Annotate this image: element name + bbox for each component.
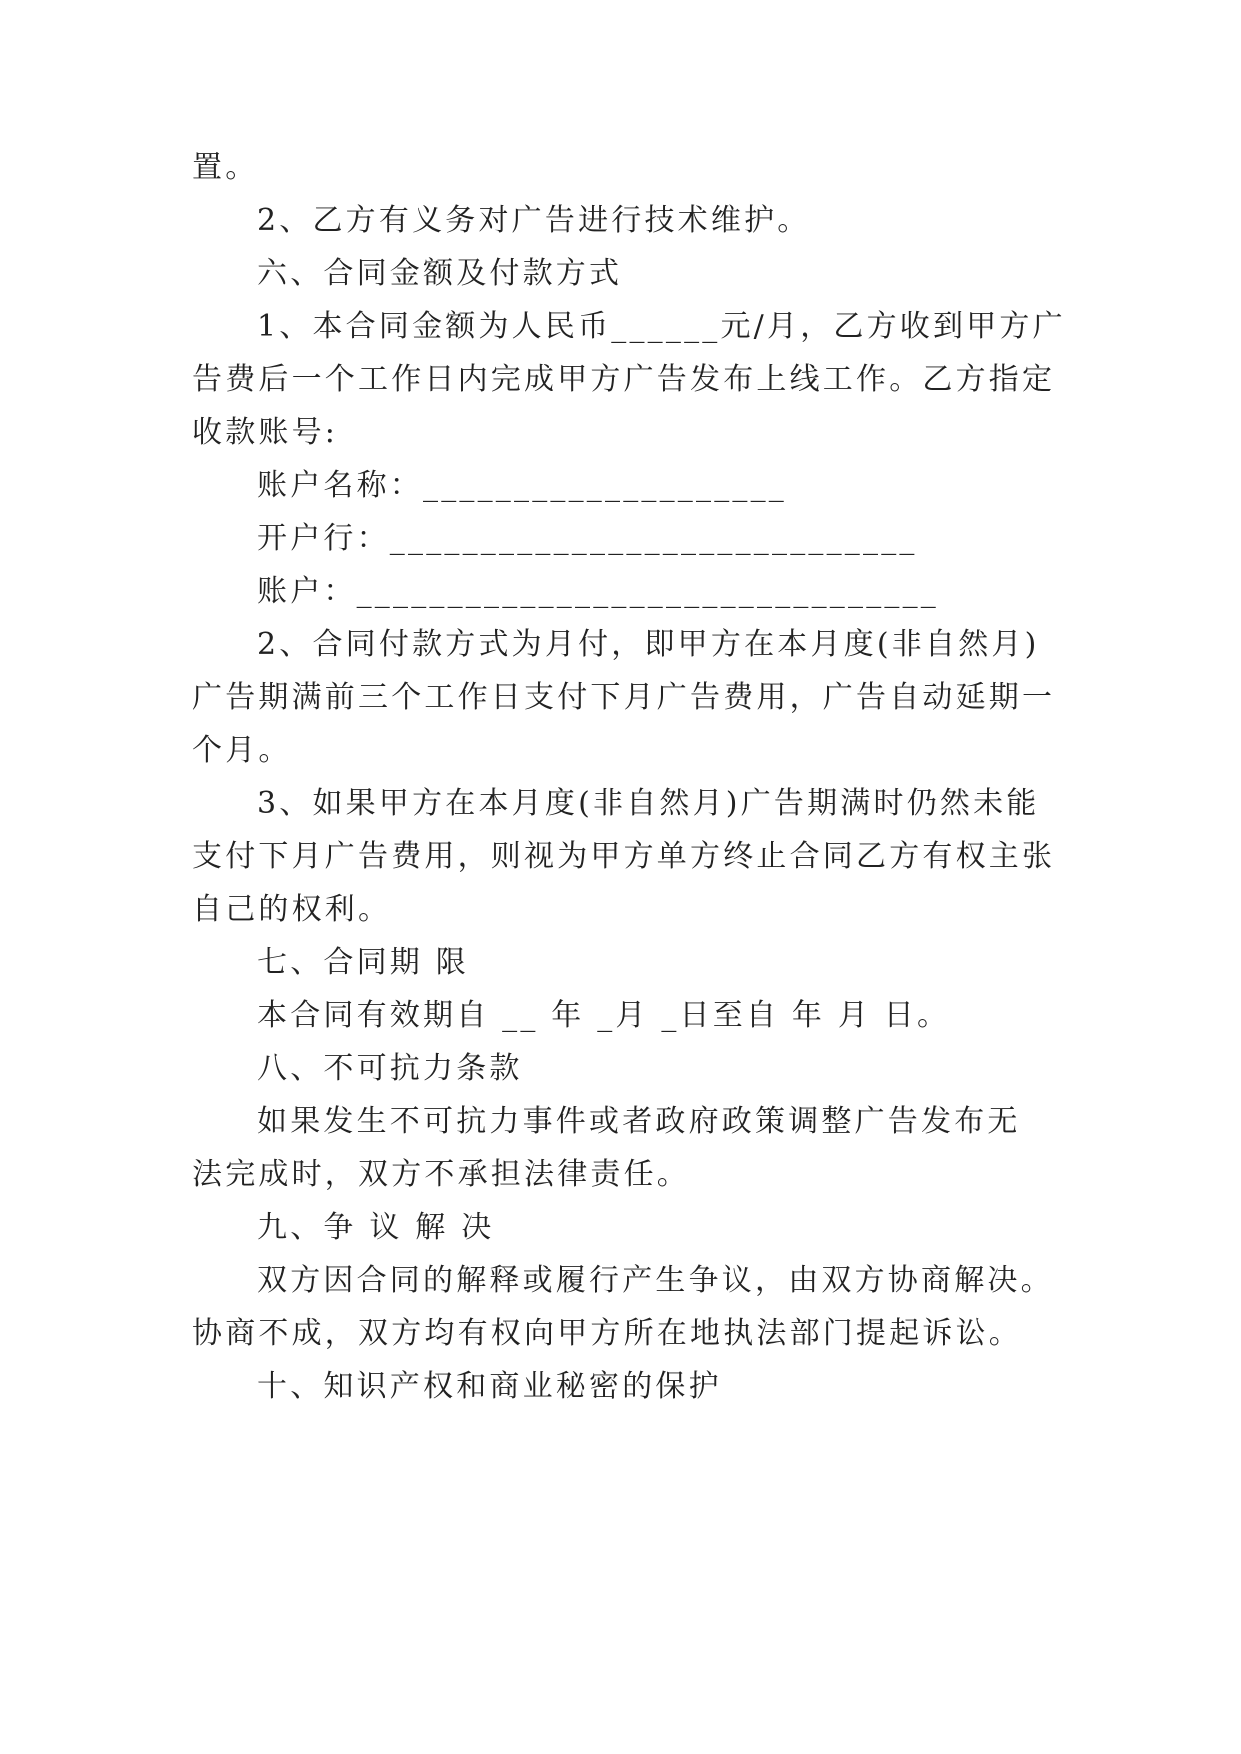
paragraph-line: 置。 [192, 150, 259, 185]
paragraph-line: 收款账号: [192, 415, 339, 450]
section-heading: 七、合同期 限 [257, 945, 469, 980]
paragraph-line: 个月。 [192, 733, 292, 768]
paragraph-line: 法完成时，双方不承担法律责任。 [192, 1157, 690, 1192]
paragraph-line: 告费后一个工作日内完成甲方广告发布上线工作。乙方指定 [192, 362, 1056, 397]
account-name-field: 账户名称：____________________ [257, 468, 787, 503]
account-number-field: 账户：________________________________ [257, 574, 939, 609]
paragraph-line: 协商不成，双方均有权向甲方所在地执法部门提起诉讼。 [192, 1316, 1022, 1351]
paragraph-line: 3、如果甲方在本月度(非自然月)广告期满时仍然未能 [257, 786, 1040, 821]
paragraph-line: 如果发生不可抗力事件或者政府政策调整广告发布无 [257, 1104, 1021, 1139]
paragraph-line: 广告期满前三个工作日支付下月广告费用，广告自动延期一 [192, 680, 1056, 715]
section-heading: 十、知识产权和商业秘密的保护 [257, 1369, 722, 1404]
paragraph-line: 自己的权利。 [192, 892, 392, 927]
paragraph-line: 支付下月广告费用，则视为甲方单方终止合同乙方有权主张 [192, 839, 1056, 874]
section-heading: 六、合同金额及付款方式 [257, 256, 623, 291]
section-heading: 八、不可抗力条款 [257, 1051, 523, 1086]
section-heading: 九、争 议 解 决 [257, 1210, 495, 1245]
paragraph-line: 本合同有效期自 __ 年 _月 _日至自 年 月 日。 [257, 998, 951, 1033]
paragraph-line: 双方因合同的解释或履行产生争议，由双方协商解决。 [257, 1263, 1054, 1298]
paragraph-line: 1、本合同金额为人民币______元/月，乙方收到甲方广 [257, 309, 1066, 344]
bank-field: 开户行：_____________________________ [257, 521, 918, 556]
paragraph-line: 2、乙方有义务对广告进行技术维护。 [257, 203, 811, 238]
paragraph-line: 2、合同付款方式为月付，即甲方在本月度(非自然月) [257, 627, 1040, 662]
